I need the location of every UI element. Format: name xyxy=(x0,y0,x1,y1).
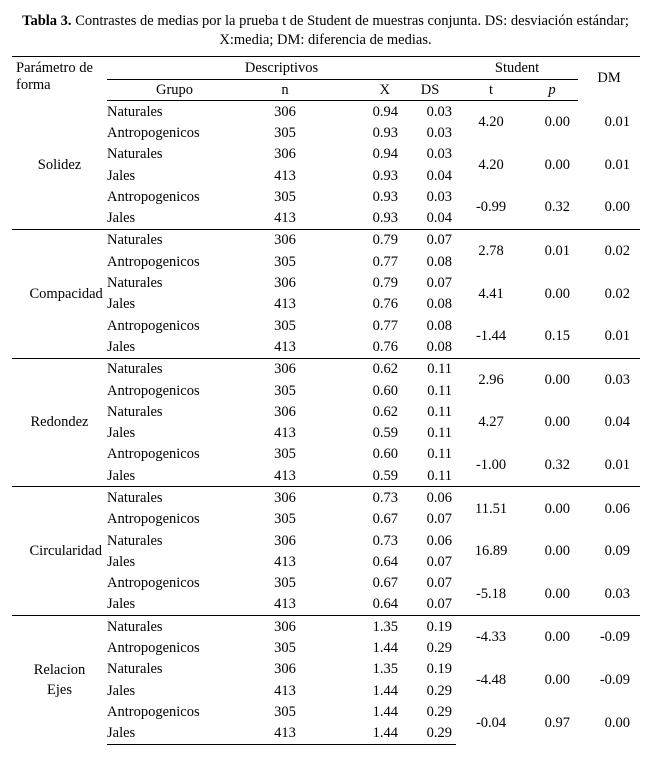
x-cell: 0.94 xyxy=(372,146,398,163)
n-cell: 306 xyxy=(274,532,296,549)
ds-cell: 0.19 xyxy=(404,616,456,638)
x-cell: 0.60 xyxy=(372,382,398,399)
dm-cell: -0.09 xyxy=(578,616,640,659)
ds-cell: 0.07 xyxy=(426,596,453,613)
grupo-cell: Naturales xyxy=(107,487,242,509)
grupo-cell: Jales xyxy=(107,596,136,613)
caption-text: Contrastes de medias por la prueba t de Student de muestras conjunta. DS: desviación estándar; X:media; DM: diferencia de medias. xyxy=(71,13,629,48)
table-row xyxy=(12,272,640,293)
n-cell: 305 xyxy=(274,124,296,141)
table-row xyxy=(12,401,640,422)
caption-label: Tabla 3. xyxy=(22,13,72,29)
x-cell: 0.93 xyxy=(372,210,398,227)
n-cell: 305 xyxy=(274,640,296,657)
p-cell: 0.00 xyxy=(526,487,578,530)
ds-cell: 0.11 xyxy=(427,425,453,442)
x-cell: 1.44 xyxy=(372,682,398,699)
table-row xyxy=(12,358,640,380)
t-cell: 2.78 xyxy=(456,229,526,272)
table-row xyxy=(12,659,640,680)
table-caption xyxy=(10,12,641,50)
param-cell: Compacidad xyxy=(12,229,107,358)
grupo-cell: Antropogenicos xyxy=(107,640,200,657)
x-cell: 0.59 xyxy=(372,425,398,442)
table-row xyxy=(12,186,640,207)
dm-cell: 0.04 xyxy=(604,414,631,431)
table-row xyxy=(12,487,640,509)
grupo-cell: Antropogenicos xyxy=(107,511,200,528)
dm-cell: 0.02 xyxy=(604,285,631,302)
x-cell: 0.62 xyxy=(372,403,398,420)
ds-cell: 0.07 xyxy=(426,575,453,592)
n-cell: 306 xyxy=(242,229,328,251)
t-cell: -5.18 xyxy=(475,585,507,602)
ds-cell: 0.03 xyxy=(426,103,453,120)
t-cell: -1.44 xyxy=(475,328,507,345)
p-cell: 0.00 xyxy=(544,285,571,302)
t-cell: -4.48 xyxy=(475,672,507,689)
n-cell: 306 xyxy=(274,103,296,120)
table-body xyxy=(12,101,640,745)
n-cell: 413 xyxy=(274,425,296,442)
grupo-cell: Antropogenicos xyxy=(107,188,200,205)
p-cell: 0.00 xyxy=(526,358,578,401)
t-cell: -0.99 xyxy=(475,199,507,216)
p-cell: 0.00 xyxy=(544,114,571,131)
header-parametro: Parámetro de forma xyxy=(16,60,93,93)
x-cell: 0.77 xyxy=(372,253,398,270)
n-cell: 305 xyxy=(274,703,296,720)
ds-cell: 0.11 xyxy=(427,403,453,420)
n-cell: 413 xyxy=(242,723,328,745)
grupo-cell: Antropogenicos xyxy=(107,382,200,399)
n-cell: 413 xyxy=(274,296,296,313)
grupo-cell: Naturales xyxy=(107,661,163,678)
p-cell: 0.00 xyxy=(526,616,578,659)
grupo-cell: Naturales xyxy=(107,146,163,163)
grupo-cell: Naturales xyxy=(107,275,163,292)
ds-cell: 0.29 xyxy=(404,723,456,745)
x-cell: 0.67 xyxy=(372,575,398,592)
t-cell: -1.00 xyxy=(475,457,507,474)
header-grupo: Grupo xyxy=(107,80,242,101)
t-cell: -4.33 xyxy=(456,616,526,659)
grupo-cell: Jales xyxy=(107,467,136,484)
n-cell: 413 xyxy=(274,467,296,484)
p-cell: 0.00 xyxy=(544,414,571,431)
table-row xyxy=(12,701,640,722)
x-cell: 0.76 xyxy=(372,338,398,355)
x-cell: 1.35 xyxy=(328,616,404,638)
n-cell: 305 xyxy=(274,253,296,270)
dm-cell: 0.00 xyxy=(604,714,631,731)
n-cell: 305 xyxy=(274,317,296,334)
ds-cell: 0.11 xyxy=(427,382,453,399)
ds-cell: 0.07 xyxy=(426,553,453,570)
t-cell: 16.89 xyxy=(474,543,508,560)
x-cell: 0.73 xyxy=(372,532,398,549)
x-cell: 0.77 xyxy=(372,317,398,334)
grupo-cell: Naturales xyxy=(107,616,242,638)
ds-cell: 0.19 xyxy=(426,661,453,678)
grupo-cell: Antropogenicos xyxy=(107,317,200,334)
n-cell: 306 xyxy=(274,146,296,163)
header-p: p xyxy=(526,80,578,101)
dm-cell: 0.01 xyxy=(604,457,631,474)
t-cell: 2.96 xyxy=(456,358,526,401)
table-row xyxy=(12,444,640,465)
grupo-cell: Jales xyxy=(107,338,136,355)
p-cell: 0.00 xyxy=(544,672,571,689)
grupo-cell: Jales xyxy=(107,723,242,745)
n-cell: 305 xyxy=(274,382,296,399)
grupo-cell: Jales xyxy=(107,167,136,184)
table-row xyxy=(12,144,640,165)
x-cell: 0.64 xyxy=(372,596,398,613)
ds-cell: 0.07 xyxy=(426,511,453,528)
dm-cell: 0.00 xyxy=(604,199,631,216)
grupo-cell: Naturales xyxy=(107,358,242,380)
header-n: n xyxy=(242,80,328,101)
dm-cell: -0.09 xyxy=(599,672,631,689)
ds-cell: 0.03 xyxy=(426,124,453,141)
x-cell: 0.79 xyxy=(372,275,398,292)
x-cell: 0.93 xyxy=(372,124,398,141)
table-row xyxy=(12,530,640,551)
dm-cell: 0.03 xyxy=(604,585,631,602)
header-student: Student xyxy=(456,57,578,80)
n-cell: 306 xyxy=(274,275,296,292)
x-cell: 0.64 xyxy=(372,553,398,570)
ds-cell: 0.03 xyxy=(426,146,453,163)
x-cell: 1.35 xyxy=(372,661,398,678)
ds-cell: 0.04 xyxy=(426,210,453,227)
t-cell: 4.20 xyxy=(478,114,504,131)
n-cell: 306 xyxy=(242,487,328,509)
means-contrast-table xyxy=(12,56,640,745)
p-cell: 0.15 xyxy=(544,328,571,345)
ds-cell: 0.29 xyxy=(426,682,453,699)
grupo-cell: Jales xyxy=(107,553,136,570)
header-x: X xyxy=(328,80,404,101)
table-row xyxy=(12,101,640,123)
t-cell: 4.20 xyxy=(478,156,504,173)
n-cell: 413 xyxy=(274,338,296,355)
ds-cell: 0.11 xyxy=(404,358,456,380)
ds-cell: 0.08 xyxy=(426,296,453,313)
x-cell: 0.59 xyxy=(372,467,398,484)
t-cell: -0.04 xyxy=(475,714,507,731)
grupo-cell: Jales xyxy=(107,682,136,699)
x-cell: 0.73 xyxy=(328,487,404,509)
x-cell: 0.93 xyxy=(372,188,398,205)
n-cell: 306 xyxy=(274,661,296,678)
n-cell: 305 xyxy=(274,446,296,463)
grupo-cell: Naturales xyxy=(107,403,163,420)
p-cell: 0.00 xyxy=(544,543,571,560)
n-cell: 306 xyxy=(274,403,296,420)
ds-cell: 0.29 xyxy=(426,703,453,720)
dm-cell: 0.01 xyxy=(604,114,631,131)
table-row xyxy=(12,229,640,251)
ds-cell: 0.06 xyxy=(426,532,453,549)
n-cell: 413 xyxy=(274,167,296,184)
n-cell: 306 xyxy=(242,358,328,380)
grupo-cell: Naturales xyxy=(107,103,163,120)
header-dm: DM xyxy=(597,70,621,87)
p-cell: 0.32 xyxy=(544,199,571,216)
x-cell: 0.60 xyxy=(372,446,398,463)
param-cell: Circularidad xyxy=(12,487,107,616)
p-cell: 0.00 xyxy=(544,156,571,173)
n-cell: 413 xyxy=(274,596,296,613)
ds-cell: 0.08 xyxy=(426,317,453,334)
grupo-cell: Antropogenicos xyxy=(107,703,200,720)
n-cell: 413 xyxy=(274,682,296,699)
n-cell: 305 xyxy=(274,188,296,205)
dm-cell: 0.06 xyxy=(578,487,640,530)
n-cell: 305 xyxy=(274,511,296,528)
ds-cell: 0.11 xyxy=(427,467,453,484)
x-cell: 0.79 xyxy=(328,229,404,251)
param-cell: Relacion Ejes xyxy=(12,616,107,745)
param-cell: Solidez xyxy=(37,156,82,173)
header-ds: DS xyxy=(404,80,456,101)
x-cell: 1.44 xyxy=(328,723,404,745)
grupo-cell: Jales xyxy=(107,296,136,313)
ds-cell: 0.04 xyxy=(426,167,453,184)
x-cell: 0.94 xyxy=(372,103,398,120)
dm-cell: 0.01 xyxy=(604,156,631,173)
ds-cell: 0.08 xyxy=(426,253,453,270)
grupo-cell: Jales xyxy=(107,425,136,442)
t-cell: 4.27 xyxy=(478,414,504,431)
ds-cell: 0.03 xyxy=(426,188,453,205)
grupo-cell: Antropogenicos xyxy=(107,446,200,463)
n-cell: 305 xyxy=(274,575,296,592)
header-descriptivos: Descriptivos xyxy=(107,57,456,80)
dm-cell: 0.09 xyxy=(604,543,631,560)
table-row xyxy=(12,315,640,336)
param-cell: Redondez xyxy=(12,358,107,487)
x-cell: 1.44 xyxy=(372,703,398,720)
n-cell: 413 xyxy=(274,210,296,227)
t-cell: 4.41 xyxy=(478,285,504,302)
ds-cell: 0.08 xyxy=(426,338,453,355)
grupo-cell: Antropogenicos xyxy=(107,124,200,141)
n-cell: 306 xyxy=(242,616,328,638)
n-cell: 413 xyxy=(274,553,296,570)
ds-cell: 0.07 xyxy=(404,229,456,251)
grupo-cell: Antropogenicos xyxy=(107,575,200,592)
x-cell: 0.67 xyxy=(372,511,398,528)
grupo-cell: Naturales xyxy=(107,229,242,251)
x-cell: 1.44 xyxy=(372,640,398,657)
p-cell: 0.97 xyxy=(544,714,571,731)
dm-cell: 0.02 xyxy=(578,229,640,272)
dm-cell: 0.01 xyxy=(604,328,631,345)
x-cell: 0.62 xyxy=(328,358,404,380)
grupo-cell: Antropogenicos xyxy=(107,253,200,270)
table-row xyxy=(12,573,640,594)
ds-cell: 0.06 xyxy=(404,487,456,509)
table-row xyxy=(12,616,640,638)
p-cell: 0.32 xyxy=(544,457,571,474)
header-t: t xyxy=(456,80,526,101)
ds-cell: 0.07 xyxy=(426,275,453,292)
x-cell: 0.76 xyxy=(372,296,398,313)
ds-cell: 0.29 xyxy=(426,640,453,657)
p-cell: 0.00 xyxy=(544,585,571,602)
grupo-cell: Jales xyxy=(107,210,136,227)
grupo-cell: Naturales xyxy=(107,532,163,549)
x-cell: 0.93 xyxy=(372,167,398,184)
p-cell: 0.01 xyxy=(526,229,578,272)
dm-cell: 0.03 xyxy=(578,358,640,401)
ds-cell: 0.11 xyxy=(427,446,453,463)
t-cell: 11.51 xyxy=(456,487,526,530)
